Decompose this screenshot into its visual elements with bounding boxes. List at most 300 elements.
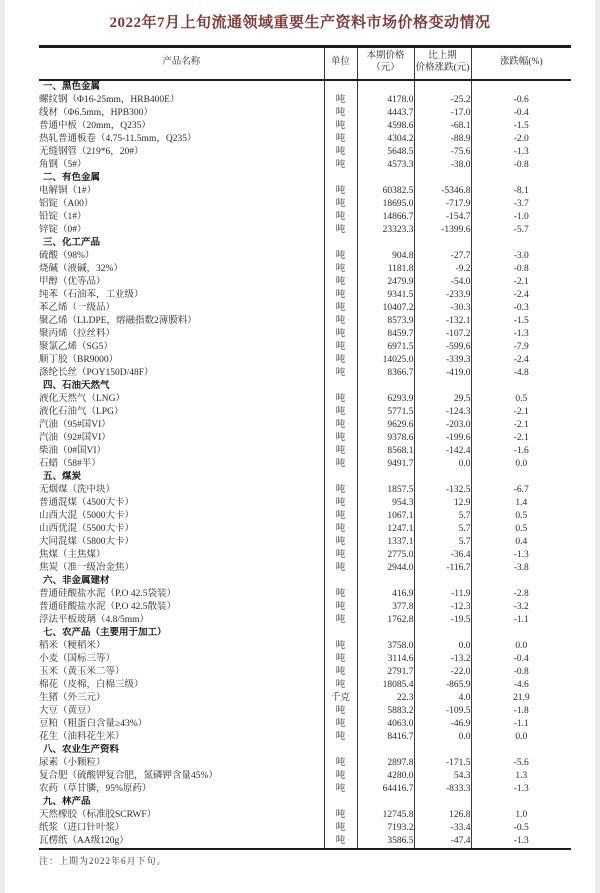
section-row xyxy=(39,172,571,185)
price-cell: 5648.5 xyxy=(357,146,414,159)
product-name-cell: 无缝钢管（219*6，20#） xyxy=(39,146,324,159)
unit-cell: 吨 xyxy=(324,835,357,849)
unit-cell: 吨 xyxy=(324,523,357,536)
change-cell xyxy=(414,744,471,757)
unit-cell xyxy=(324,380,357,393)
table-row xyxy=(39,432,571,445)
product-name-cell: 线材（Φ6.5mm，HPB300） xyxy=(39,107,324,120)
price-cell: 1181.8 xyxy=(357,263,414,276)
product-name-cell: 烧碱（液碱，32%） xyxy=(39,263,324,276)
change-cell: 5.7 xyxy=(414,536,471,549)
change-cell: -132.5 xyxy=(414,484,471,497)
price-cell: 9491.7 xyxy=(357,458,414,471)
unit-cell: 吨 xyxy=(324,718,357,731)
unit-cell: 吨 xyxy=(324,341,357,354)
pct-cell: -5.6 xyxy=(513,757,529,768)
change-cell: -233.9 xyxy=(414,289,471,302)
product-name-cell: 八、农业生产资料 xyxy=(39,744,324,757)
price-cell: 1762.8 xyxy=(357,614,414,627)
footnote: 注：上期为2022年6月下旬。 xyxy=(39,855,167,866)
table-row xyxy=(39,185,571,198)
product-name-cell: 玉米（黄玉米二等） xyxy=(39,666,324,679)
price-cell: 2897.8 xyxy=(357,757,414,770)
unit-cell: 吨 xyxy=(324,601,357,614)
change-cell xyxy=(414,627,471,640)
product-name-cell: 豆粕（粗蛋白含量≥43%） xyxy=(39,718,324,731)
table-row xyxy=(39,159,571,172)
unit-cell: 吨 xyxy=(324,822,357,835)
price-cell: 5883.2 xyxy=(357,705,414,718)
section-row xyxy=(39,237,571,250)
unit-cell: 吨 xyxy=(324,146,357,159)
unit-cell: 吨 xyxy=(324,549,357,562)
product-name-cell: 农药（草甘膦，95%原药） xyxy=(39,783,324,796)
table-row xyxy=(39,601,571,614)
unit-cell: 吨 xyxy=(324,276,357,289)
change-cell: -19.5 xyxy=(414,614,471,627)
table-row xyxy=(39,653,571,666)
header-row xyxy=(39,47,571,80)
pct-cell: -1.5 xyxy=(513,120,529,131)
table-row xyxy=(39,263,571,276)
change-cell: 0.0 xyxy=(414,458,471,471)
unit-cell: 吨 xyxy=(324,354,357,367)
price-cell: 377.8 xyxy=(357,601,414,614)
pct-cell: -1.3 xyxy=(513,146,529,157)
table-row xyxy=(39,445,571,458)
product-name-cell: 聚氯乙烯（SG5） xyxy=(39,341,324,354)
table-row xyxy=(39,224,571,237)
price-cell: 3758.0 xyxy=(357,640,414,653)
pct-cell: -1.6 xyxy=(513,445,529,456)
unit-cell: 吨 xyxy=(324,614,357,627)
unit-cell: 吨 xyxy=(324,406,357,419)
pct-cell: -3.7 xyxy=(513,198,529,209)
unit-cell xyxy=(324,237,357,250)
pct-cell: -1.1 xyxy=(513,718,529,729)
product-name-cell: 五、煤炭 xyxy=(39,471,324,484)
unit-cell: 吨 xyxy=(324,666,357,679)
price-cell: 1337.1 xyxy=(357,536,414,549)
table-row xyxy=(39,679,571,692)
table-row xyxy=(39,276,571,289)
pct-cell: -1.5 xyxy=(513,315,529,326)
table-row xyxy=(39,354,571,367)
table-row xyxy=(39,94,571,107)
table-row xyxy=(39,536,571,549)
table-row xyxy=(39,341,571,354)
pct-cell: -1.1 xyxy=(513,614,529,625)
table-row xyxy=(39,393,571,406)
unit-cell: 吨 xyxy=(324,770,357,783)
unit-cell xyxy=(324,172,357,185)
unit-cell: 吨 xyxy=(324,809,357,822)
pct-cell: 1.0 xyxy=(515,809,528,820)
pct-cell xyxy=(471,471,571,484)
pct-cell: -4.6 xyxy=(513,679,529,690)
product-name-cell: 四、石油天然气 xyxy=(39,380,324,393)
unit-cell: 吨 xyxy=(324,211,357,224)
product-name-cell: 纯苯（石油苯，工业级） xyxy=(39,289,324,302)
table-row xyxy=(39,770,571,783)
table-row xyxy=(39,484,571,497)
product-name-cell: 无烟煤（洗中块） xyxy=(39,484,324,497)
table-row xyxy=(39,419,571,432)
price-cell: 2775.0 xyxy=(357,549,414,562)
price-cell: 4598.6 xyxy=(357,120,414,133)
unit-cell: 吨 xyxy=(324,484,357,497)
price-cell: 14025.0 xyxy=(357,354,414,367)
product-name-cell: 聚乙烯（LLDPE，熔融指数2薄膜料） xyxy=(39,315,324,328)
header-current-price xyxy=(357,47,414,80)
pct-cell: 1.4 xyxy=(515,497,528,508)
price-cell: 6293.9 xyxy=(357,393,414,406)
pct-cell: 0.4 xyxy=(515,536,528,547)
product-name-cell: 焦煤（主焦煤） xyxy=(39,549,324,562)
table-row xyxy=(39,640,571,653)
table-row xyxy=(39,289,571,302)
change-cell: -27.7 xyxy=(414,250,471,263)
table-row xyxy=(39,562,571,575)
product-name-cell: 复合肥（硫酸钾复合肥，氮磷钾含量45%） xyxy=(39,770,324,783)
change-cell: -88.9 xyxy=(414,133,471,146)
price-table xyxy=(39,45,571,850)
price-cell xyxy=(357,80,414,94)
product-name-cell: 普通硅酸盐水泥（P.O 42.5散装） xyxy=(39,601,324,614)
price-cell: 8573.9 xyxy=(357,315,414,328)
product-name-cell: 普通硅酸盐水泥（P.O 42.5袋装） xyxy=(39,588,324,601)
pct-cell: -0.5 xyxy=(513,822,529,833)
price-cell: 6971.5 xyxy=(357,341,414,354)
product-name-cell: 七、农产品（主要用于加工） xyxy=(39,627,324,640)
product-name-cell: 液化天然气（LNG） xyxy=(39,393,324,406)
pct-cell xyxy=(471,744,571,757)
product-name-cell: 尿素（小颗粒） xyxy=(39,757,324,770)
change-cell: -13.2 xyxy=(414,653,471,666)
section-row xyxy=(39,80,571,94)
header-product-name: 产品名称 xyxy=(39,47,324,80)
change-cell: -132.1 xyxy=(414,315,471,328)
product-name-cell: 山西优混（5500大卡） xyxy=(39,523,324,536)
pct-cell xyxy=(471,796,571,809)
unit-cell: 吨 xyxy=(324,133,357,146)
change-cell: -833.3 xyxy=(414,783,471,796)
pct-cell: -3.0 xyxy=(513,250,529,261)
product-name-cell: 电解铜（1#） xyxy=(39,185,324,198)
price-cell: 8416.7 xyxy=(357,731,414,744)
pct-cell: 1.3 xyxy=(515,770,528,781)
pct-cell: -6.7 xyxy=(513,484,529,495)
table-row xyxy=(39,198,571,211)
change-cell: -5346.8 xyxy=(414,185,471,198)
unit-cell: 吨 xyxy=(324,224,357,237)
change-cell: -1399.6 xyxy=(414,224,471,237)
table-header xyxy=(39,47,571,80)
unit-cell: 吨 xyxy=(324,757,357,770)
price-cell: 64416.7 xyxy=(357,783,414,796)
unit-cell xyxy=(324,575,357,588)
unit-cell: 吨 xyxy=(324,289,357,302)
change-cell: -33.4 xyxy=(414,822,471,835)
change-cell: -171.5 xyxy=(414,757,471,770)
price-cell: 9378.6 xyxy=(357,432,414,445)
price-cell: 8459.7 xyxy=(357,328,414,341)
price-cell: 4178.0 xyxy=(357,94,414,107)
unit-cell: 吨 xyxy=(324,185,357,198)
pct-cell: 0.0 xyxy=(515,731,528,742)
product-name-cell: 涤纶长丝（POY150D/48F） xyxy=(39,367,324,380)
unit-cell: 吨 xyxy=(324,640,357,653)
change-cell: -22.0 xyxy=(414,666,471,679)
header-change-line1: 比上期 xyxy=(428,51,457,62)
change-cell: -203.0 xyxy=(414,419,471,432)
pct-cell: -3.8 xyxy=(513,562,529,573)
price-cell: 12745.8 xyxy=(357,809,414,822)
pct-cell: -2.4 xyxy=(513,289,529,300)
section-row xyxy=(39,575,571,588)
pct-cell xyxy=(471,380,571,393)
change-cell: 0.0 xyxy=(414,640,471,653)
change-cell: -75.6 xyxy=(414,146,471,159)
table-row xyxy=(39,705,571,718)
price-cell xyxy=(357,471,414,484)
page-title: 2022年7月上旬流通领域重要生产资料市场价格变动情况 xyxy=(109,15,491,31)
product-name-cell: 柴油（0#国VI） xyxy=(39,445,324,458)
change-cell: 29.5 xyxy=(414,393,471,406)
price-cell xyxy=(357,744,414,757)
product-name-cell: 普通中板（20mm，Q235） xyxy=(39,120,324,133)
price-cell: 4573.3 xyxy=(357,159,414,172)
price-cell: 18085.4 xyxy=(357,679,414,692)
change-cell xyxy=(414,471,471,484)
section-row xyxy=(39,471,571,484)
change-cell: -30.3 xyxy=(414,302,471,315)
change-cell: 12.9 xyxy=(414,497,471,510)
table-row xyxy=(39,406,571,419)
product-name-cell: 小麦（国标三等） xyxy=(39,653,324,666)
table-row xyxy=(39,250,571,263)
price-cell: 1067.1 xyxy=(357,510,414,523)
unit-cell: 吨 xyxy=(324,107,357,120)
pct-cell xyxy=(471,80,571,94)
table-row xyxy=(39,549,571,562)
price-cell: 4304.2 xyxy=(357,133,414,146)
unit-cell: 吨 xyxy=(324,497,357,510)
product-name-cell: 六、非金属建材 xyxy=(39,575,324,588)
product-name-cell: 稻米（粳稻米） xyxy=(39,640,324,653)
table-row xyxy=(39,120,571,133)
unit-cell: 吨 xyxy=(324,536,357,549)
unit-cell: 吨 xyxy=(324,263,357,276)
change-cell: -36.4 xyxy=(414,549,471,562)
header-pct-change: 涨跌幅(%) xyxy=(471,47,571,80)
table-row xyxy=(39,211,571,224)
pct-cell: -1.3 xyxy=(513,549,529,560)
pct-cell: -0.4 xyxy=(513,653,529,664)
price-cell: 416.9 xyxy=(357,588,414,601)
pct-cell: -2.4 xyxy=(513,354,529,365)
change-cell: -11.9 xyxy=(414,588,471,601)
product-name-cell: 铝锭（A00） xyxy=(39,198,324,211)
table-row xyxy=(39,692,571,705)
table-row xyxy=(39,315,571,328)
change-cell: -9.2 xyxy=(414,263,471,276)
unit-cell: 吨 xyxy=(324,588,357,601)
price-cell: 10407.2 xyxy=(357,302,414,315)
change-cell: 54.3 xyxy=(414,770,471,783)
pct-cell: -2.1 xyxy=(513,406,529,417)
table-row xyxy=(39,510,571,523)
change-cell: 5.7 xyxy=(414,523,471,536)
product-name-cell: 大豆（黄豆） xyxy=(39,705,324,718)
pct-cell xyxy=(471,627,571,640)
header-current-price-line2: （元） xyxy=(371,63,400,74)
price-cell xyxy=(357,237,414,250)
unit-cell: 吨 xyxy=(324,562,357,575)
price-cell xyxy=(357,627,414,640)
pct-cell: -2.1 xyxy=(513,419,529,430)
unit-cell: 吨 xyxy=(324,705,357,718)
pct-cell: -1.3 xyxy=(513,835,529,846)
unit-cell xyxy=(324,627,357,640)
pct-cell: -1.3 xyxy=(513,783,529,794)
table-row xyxy=(39,718,571,731)
unit-cell xyxy=(324,80,357,94)
price-cell: 1857.5 xyxy=(357,484,414,497)
unit-cell xyxy=(324,796,357,809)
pct-cell: -5.7 xyxy=(513,224,529,235)
product-name-cell: 一、黑色金属 xyxy=(39,80,324,94)
price-cell: 14866.7 xyxy=(357,211,414,224)
product-name-cell: 九、林产品 xyxy=(39,796,324,809)
change-cell: -865.9 xyxy=(414,679,471,692)
price-cell xyxy=(357,380,414,393)
price-cell: 2944.0 xyxy=(357,562,414,575)
section-row xyxy=(39,744,571,757)
change-cell: -154.7 xyxy=(414,211,471,224)
change-cell: -717.9 xyxy=(414,198,471,211)
table-row xyxy=(39,666,571,679)
pct-cell xyxy=(471,575,571,588)
table-row xyxy=(39,497,571,510)
price-cell: 60382.5 xyxy=(357,185,414,198)
product-name-cell: 螺纹钢（Φ16-25mm，HRB400E） xyxy=(39,94,324,107)
pct-cell: -1.3 xyxy=(513,328,529,339)
change-cell: -109.5 xyxy=(414,705,471,718)
unit-cell: 千克 xyxy=(324,692,357,705)
table-row xyxy=(39,328,571,341)
unit-cell: 吨 xyxy=(324,120,357,133)
price-cell: 18695.0 xyxy=(357,198,414,211)
product-name-cell: 二、有色金属 xyxy=(39,172,324,185)
pct-cell: -0.6 xyxy=(513,94,529,105)
pct-cell: 0.0 xyxy=(515,640,528,651)
unit-cell: 吨 xyxy=(324,432,357,445)
change-cell: -25.2 xyxy=(414,94,471,107)
product-name-cell: 硫酸（98%） xyxy=(39,250,324,263)
price-cell: 954.3 xyxy=(357,497,414,510)
change-cell xyxy=(414,380,471,393)
change-cell: 5.7 xyxy=(414,510,471,523)
price-cell: 4063.0 xyxy=(357,718,414,731)
pct-cell: 0.0 xyxy=(515,458,528,469)
price-cell: 3586.5 xyxy=(357,835,414,849)
table-row xyxy=(39,523,571,536)
change-cell xyxy=(414,80,471,94)
pct-cell: -0.8 xyxy=(513,666,529,677)
price-cell: 8366.7 xyxy=(357,367,414,380)
price-cell xyxy=(357,172,414,185)
pct-cell: -2.1 xyxy=(513,432,529,443)
unit-cell: 吨 xyxy=(324,315,357,328)
unit-cell: 吨 xyxy=(324,731,357,744)
price-cell: 8568.1 xyxy=(357,445,414,458)
product-name-cell: 甲醇（优等品） xyxy=(39,276,324,289)
product-name-cell: 生猪（外三元） xyxy=(39,692,324,705)
change-cell: -12.3 xyxy=(414,601,471,614)
unit-cell: 吨 xyxy=(324,445,357,458)
price-cell: 4443.7 xyxy=(357,107,414,120)
table-row xyxy=(39,458,571,471)
price-cell xyxy=(357,575,414,588)
table-row xyxy=(39,302,571,315)
product-name-cell: 纸浆（进口针叶浆） xyxy=(39,822,324,835)
table-body xyxy=(39,80,571,849)
change-cell: -38.0 xyxy=(414,159,471,172)
product-name-cell: 汽油（95#国VI） xyxy=(39,419,324,432)
pct-cell: -0.8 xyxy=(513,263,529,274)
unit-cell: 吨 xyxy=(324,783,357,796)
table-row xyxy=(39,783,571,796)
unit-cell: 吨 xyxy=(324,679,357,692)
product-name-cell: 焦炭（准一级冶金焦） xyxy=(39,562,324,575)
table-row xyxy=(39,588,571,601)
pct-cell: 21.9 xyxy=(512,692,530,703)
table-row xyxy=(39,107,571,120)
product-name-cell: 聚丙烯（拉丝料） xyxy=(39,328,324,341)
document-page xyxy=(5,0,595,893)
price-cell: 4280.0 xyxy=(357,770,414,783)
product-name-cell: 普通混煤（4500大卡） xyxy=(39,497,324,510)
change-cell: -107.2 xyxy=(414,328,471,341)
table-row xyxy=(39,146,571,159)
price-cell: 5771.5 xyxy=(357,406,414,419)
pct-cell: -1.0 xyxy=(513,211,529,222)
product-name-cell: 浮法平板玻璃（4.8/5mm） xyxy=(39,614,324,627)
product-name-cell: 汽油（92#国VI） xyxy=(39,432,324,445)
change-cell: 4.0 xyxy=(414,692,471,705)
price-cell: 9341.5 xyxy=(357,289,414,302)
product-name-cell: 液化石油气（LPG） xyxy=(39,406,324,419)
section-row xyxy=(39,627,571,640)
change-cell: -116.7 xyxy=(414,562,471,575)
price-cell: 904.8 xyxy=(357,250,414,263)
table-row xyxy=(39,835,571,849)
price-cell: 7193.2 xyxy=(357,822,414,835)
price-cell: 1247.1 xyxy=(357,523,414,536)
pct-cell: -3.2 xyxy=(513,601,529,612)
price-cell: 2791.7 xyxy=(357,666,414,679)
pct-cell: -1.8 xyxy=(513,705,529,716)
product-name-cell: 花生（油料花生米） xyxy=(39,731,324,744)
unit-cell: 吨 xyxy=(324,250,357,263)
header-unit: 单位 xyxy=(324,47,357,80)
unit-cell: 吨 xyxy=(324,653,357,666)
unit-cell: 吨 xyxy=(324,198,357,211)
unit-cell: 吨 xyxy=(324,328,357,341)
change-cell: -17.0 xyxy=(414,107,471,120)
price-cell: 23323.3 xyxy=(357,224,414,237)
